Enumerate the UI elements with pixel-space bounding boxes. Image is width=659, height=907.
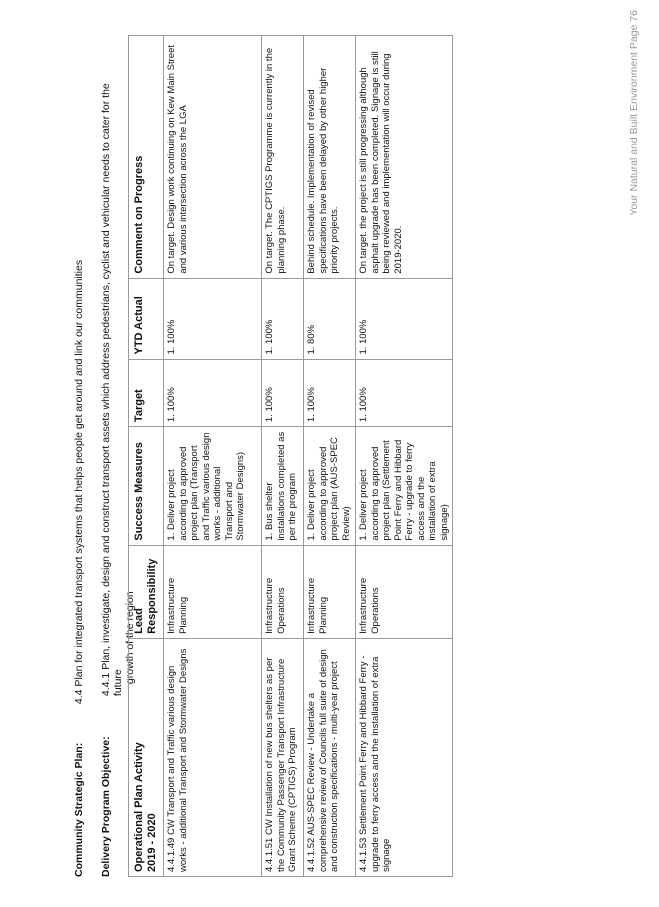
table-row bbox=[164, 36, 262, 877]
header-activity bbox=[129, 638, 164, 876]
cell-ytd: 1. 80% bbox=[304, 278, 356, 359]
cell-lead: Infrastructure Planning bbox=[304, 545, 356, 638]
table-row bbox=[356, 36, 453, 877]
header-lead-line2: Responsibility bbox=[146, 558, 158, 634]
cell-activity: 4.4.1.49 CW Transport and Traffic various design works - additional Transport and Stormwater Designs bbox=[164, 638, 262, 876]
table-header-row bbox=[129, 36, 164, 877]
cell-measures: 1. Deliver project according to approved project plan (AUS-SPEC Review) bbox=[304, 427, 356, 546]
header-comment: Comment on Progress bbox=[129, 36, 164, 279]
cell-measures: 1. Bus shelter installations completed as per the program bbox=[262, 427, 304, 546]
cell-ytd: 1. 100% bbox=[262, 278, 304, 359]
cell-measures: 1. Deliver project according to approved project plan (Settlement Point Ferry and Hibbard Ferry - upgrade to ferry access and the installation of extra signage) bbox=[356, 427, 453, 546]
header-lead-line1: Lead bbox=[133, 608, 145, 634]
cell-comment: On target. the project is still progressing although asphalt upgrade has been completed. Signage is still being reviewed and implementation will occur during 2019-2020. bbox=[356, 36, 453, 279]
cell-target: 1. 100% bbox=[164, 359, 262, 427]
cell-lead: Infrastructure Planning bbox=[164, 545, 262, 638]
cell-activity: 4.4.1.53 Settlement Point Ferry and Hibbard Ferry - upgrade to ferry access and the installation of extra signage bbox=[356, 638, 453, 876]
strategic-plan-row bbox=[73, 260, 85, 877]
objective-line-1: 4.4.1 Plan, investigate, design and construct transport assets which address pedestrians, cyclist and vehicular needs to cater for the future bbox=[100, 83, 124, 697]
objective-label: Delivery Program Objective: bbox=[100, 736, 112, 877]
cell-comment: On target. The CPTIGS Programme is currently in the planning phase. bbox=[262, 36, 304, 279]
cell-lead: Infrastructure Operations bbox=[262, 545, 304, 638]
progress-table bbox=[128, 35, 453, 877]
table-row bbox=[304, 36, 356, 877]
header-activity-line1: Operational Plan Activity bbox=[133, 742, 145, 872]
cell-comment: On target. Design work continuing on Kew Main Street and various intersection across the LGA bbox=[164, 36, 262, 279]
cell-comment: Behind schedule. Implementation of revised specifications have been delayed by other higher priority projects. bbox=[304, 36, 356, 279]
cell-ytd: 1. 100% bbox=[164, 278, 262, 359]
header-ytd: YTD Actual bbox=[129, 278, 164, 359]
objective-line-2: growth of the region bbox=[124, 591, 136, 685]
cell-target: 1. 100% bbox=[262, 359, 304, 427]
table-row bbox=[262, 36, 304, 877]
header-measures: Success Measures bbox=[129, 427, 164, 546]
header-lead bbox=[129, 545, 164, 638]
page-footer: Your Natural and Built Environment Page 76 bbox=[628, 10, 640, 216]
cell-target: 1. 100% bbox=[356, 359, 453, 427]
header-activity-line2: 2019 - 2020 bbox=[146, 813, 158, 872]
cell-measures: 1. Deliver project according to approved project plan (Transport and Traffic various design works - additional Transport and Stormwater Designs) bbox=[164, 427, 262, 546]
strategic-plan-text: 4.4 Plan for integrated transport systems that helps people get around and link our communities bbox=[73, 259, 85, 705]
strategic-plan-label: Community Strategic Plan: bbox=[73, 742, 85, 877]
cell-activity: 4.4.1.52 AUS-SPEC Review - Undertake a comprehensive review of Councils full suite of design and construction specifications - multi-year project bbox=[304, 638, 356, 876]
header-target: Target bbox=[129, 359, 164, 427]
cell-target: 1. 100% bbox=[304, 359, 356, 427]
cell-ytd: 1. 100% bbox=[356, 278, 453, 359]
cell-lead: Infrastructure Operations bbox=[356, 545, 453, 638]
cell-activity: 4.4.1.51 CW Installation of new bus shelters as per the Community Passenger Transport Infrastructure Grant Scheme (CPTIGS) Program bbox=[262, 638, 304, 876]
